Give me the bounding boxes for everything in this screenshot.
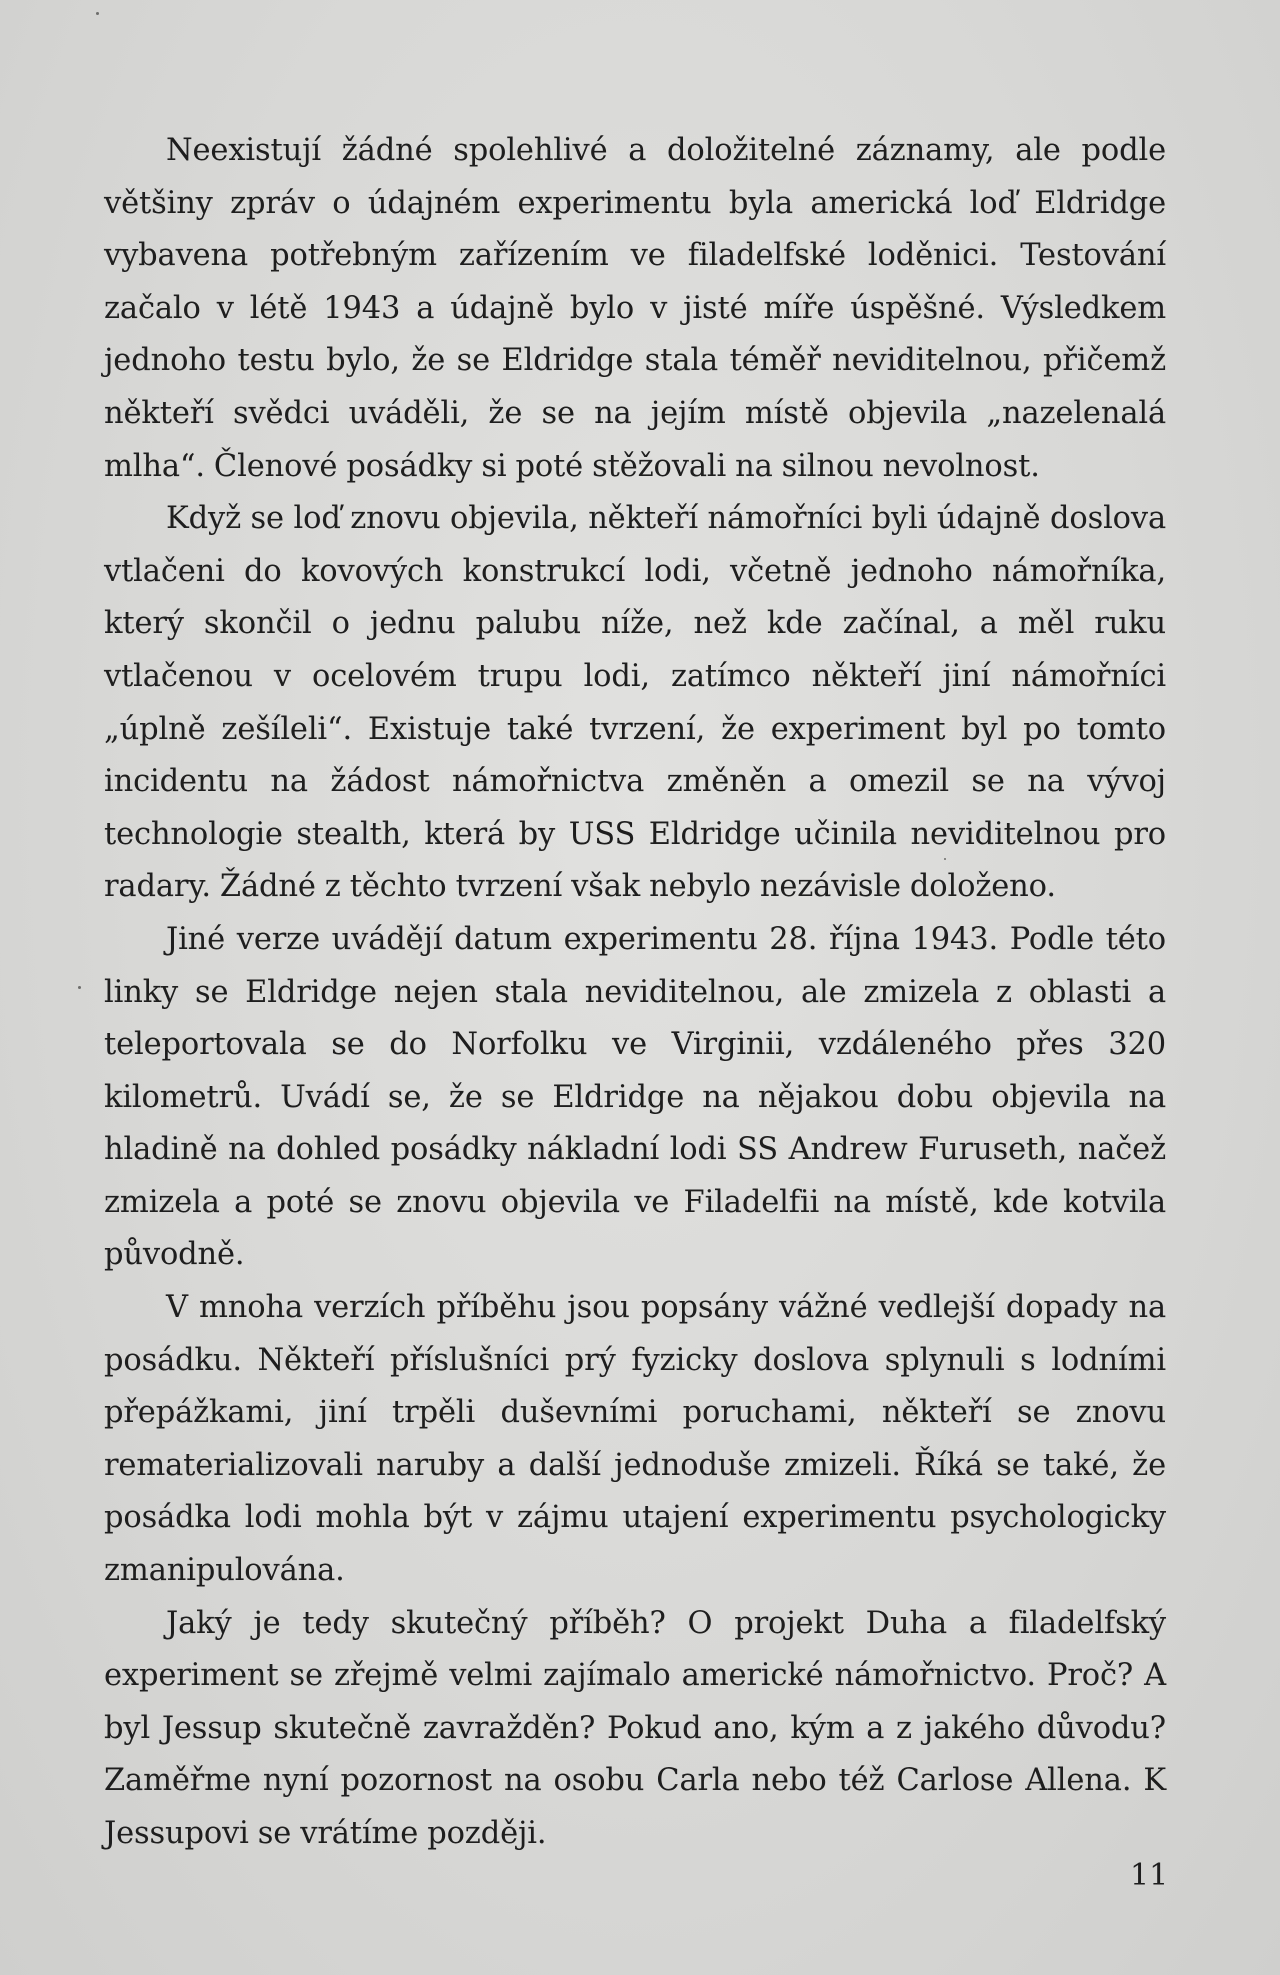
book-page-text [104,125,1166,1861]
paper-speck [96,12,99,15]
paragraph-4: V mnoha verzích příběhu jsou popsány vážné vedlejší dopady na posádku. Někteří příslušníci prý fyzicky doslova splynuli s lodními přepážkami, jiní trpěli duševními poruchami, někteří se znovu rematerializovali naruby a další jednoduše zmizeli. Říká se také, že posádka lodi mohla být v zájmu utajení experimentu psychologicky zmanipulována. [104,1290,1166,1589]
paragraph-3: Jiné verze uvádějí datum experimentu 28. října 1943. Podle této linky se Eldridge nejen stala neviditelnou, ale zmizela z oblasti a teleportovala se do Norfolku ve Virginii, vzdáleného přes 320 kilometrů. Uvádí se, že se Eldridge na nějakou dobu objevila na hladině na dohled posádky nákladní lodi SS Andrew Furuseth, načež zmizela a poté se znovu objevila ve Filadelfii na místě, kde kotvila původně. [104,921,1166,1273]
page-number: 11 [1130,1858,1169,1893]
paragraph-5: Jaký je tedy skutečný příběh? O projekt Duha a filadelfský experiment se zřejmě velmi zajímalo americké námořnictvo. Proč? A byl Jessup skutečně zavražděn? Pokud ano, kým a z jakého důvodu? Zaměřme nyní pozornost na osobu Carla nebo též Carlose Allena. K Jessupovi se vrátíme později. [104,1605,1166,1851]
paragraph-1: Neexistují žádné spolehlivé a doložitelné záznamy, ale podle většiny zpráv o údajném experimentu byla americká loď Eldridge vybavena potřebným zařízením ve filadelfské loděnici. Testování začalo v létě 1943 a údajně bylo v jisté míře úspěšné. Výsledkem jednoho testu bylo, že se Eldridge stala téměř neviditelnou, přičemž někteří svědci uváděli, že se na jejím místě objevila „nazelenalá mlha“. Členové posádky si poté stěžovali na silnou nevolnost. [104,133,1166,484]
paragraph-2: Když se loď znovu objevila, někteří námořníci byli údajně doslova vtlačeni do kovových konstrukcí lodi, včetně jednoho námořníka, který skončil o jednu palubu níže, než kde začínal, a měl ruku vtlačenou v ocelovém trupu lodi, zatímco někteří jiní námořníci „úplně zešíleli“. Existuje také tvrzení, že experiment byl po tomto incidentu na žádost námořnictva změněn a omezil se na vývoj technologie stealth, která by USS Eldridge učinila neviditelnou pro radary. Žádné z těchto tvrzení však nebylo nezávisle doloženo. [104,501,1166,905]
paper-speck [78,986,81,989]
paper-speck [944,858,946,860]
